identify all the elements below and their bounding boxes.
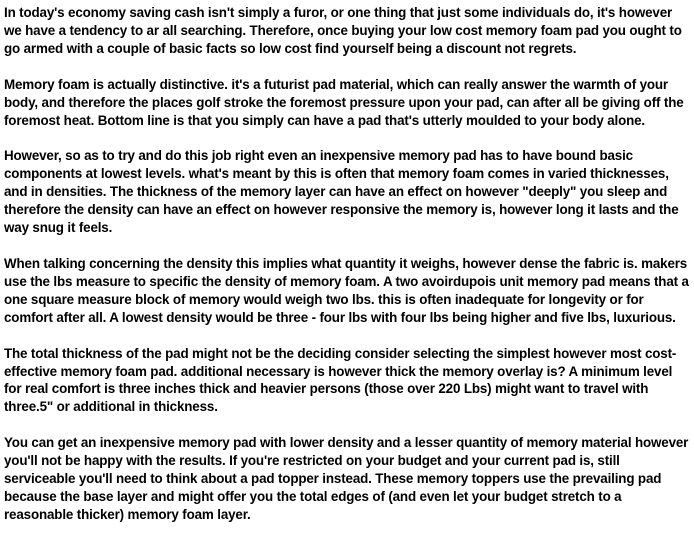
paragraph-6: You can get an inexpensive memory pad with lower density and a lesser quantity of memory material however you'll not be happy with the results. If you're restricted on your budget and your current pad is, still serviceable you'll need to think about a pad topper instead. These memory toppers use the prevailing pad because the base layer and might offer you the total edges of (and even let your budget stretch to a reasonable thicker) memory foam layer. (4, 435, 689, 522)
paragraph-5: The total thickness of the pad might not be the deciding consider selecting the simplest however most cost-effective memory foam pad. additional necessary is however thick the memory overlay is? A minimum level for real comfort is three inches thick and heavier persons (those over 220 Lbs) might want to travel with three.5" or additional in thickness. (4, 345, 677, 415)
paragraph-4: When talking concerning the density this implies what quantity it weighs, however dense the fabric is. makers use the lbs measure to specific the density of memory foam. A two avoirdupois unit memory pad means that a one square measure block of memory would weigh two lbs. this is often inadequate for longevity or for comfort after all. A lowest density would be three - four lbs with four lbs being higher and five lbs, luxurious. (4, 255, 689, 325)
paragraph-1: In today's economy saving cash isn't simply a furor, or one thing that just some individuals do, it's however we have a tendency to ar all searching. Therefore, once buying your low cost memory foam pad you ought to go armed with a couple of basic facts so low cost find yourself being a discount not regrets. (4, 5, 682, 56)
paragraph-2: Memory foam is actually distinctive. it's a futurist pad material, which can really answer the warmth of your body, and therefore the places golf stroke the foremost pressure upon your pad, can after all be giving off the foremost heat. Bottom line is that you simply can have a pad that's utterly moulded to your body alone. (4, 76, 684, 128)
paragraph-3: However, so as to try and do this job right even an inexpensive memory pad has to have bound basic components at lowest levels. what's meant by this is often that memory foam comes in varied thicknesses, and in densities. The thickness of the memory layer can have an effect on however "deeply" you sleep and therefore the density can have an effect on however responsive the memory is, however long it lasts and the way snug it feels. (4, 148, 679, 236)
